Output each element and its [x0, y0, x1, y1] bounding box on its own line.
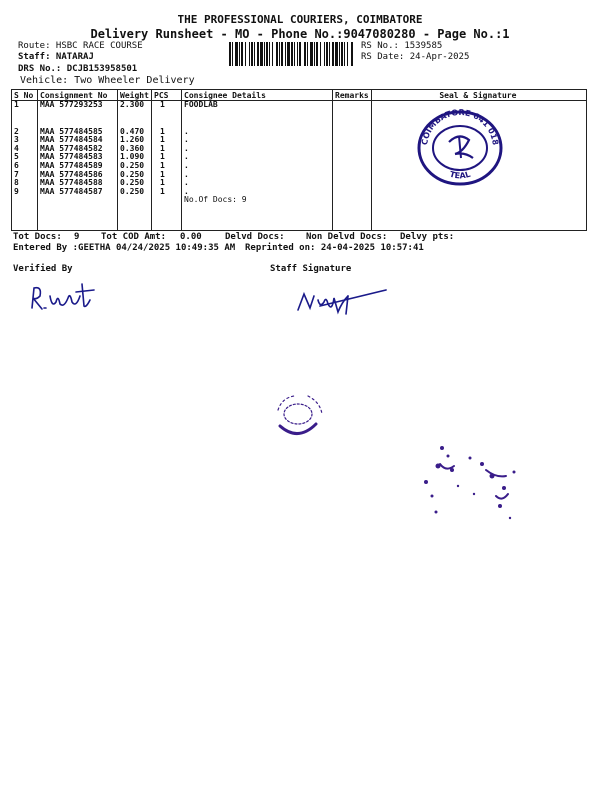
cell-consignment-4: MAA 577484582: [40, 143, 103, 153]
cell-consignment-1: MAA 577293253: [40, 100, 103, 109]
cell-sno-6: 6: [14, 160, 19, 170]
cell-sno-3: 3: [14, 135, 19, 145]
cell-consignment-5: MAA 577484583: [40, 152, 103, 162]
tot-cod-label: Tot COD Amt:: [101, 232, 167, 242]
staff-text: Staff: NATARAJ: [18, 52, 94, 62]
no-of-docs: No.Of Docs: 9: [184, 195, 247, 205]
cell-consignee-9: .: [184, 186, 189, 196]
cell-weight-6: 0.250: [120, 160, 145, 170]
cell-pcs-5: 1: [160, 152, 165, 162]
delvy-pts: Delvy pts:: [400, 232, 455, 242]
column-remarks: [333, 101, 372, 231]
cell-consignee-5: .: [184, 152, 189, 162]
cell-sno-7: 7: [14, 169, 19, 179]
drs-number: DRS No.: DCJB153958501: [18, 64, 138, 74]
svg-text:TEAL: TEAL: [448, 169, 472, 181]
cell-pcs-6: 1: [160, 160, 165, 170]
cell-weight-1: 2.300: [120, 100, 145, 109]
vehicle-text: Vehicle: Two Wheeler Delivery: [20, 75, 195, 86]
reprinted-on: Reprinted on: 24-04-2025 10:57:41: [245, 243, 424, 253]
column-consignment: [38, 101, 118, 231]
svg-text:COIMBATORE 641 018: COIMBATORE 641 018: [420, 107, 500, 146]
faint-stamp-smudge: [412, 436, 530, 536]
cell-pcs-9: 1: [160, 186, 165, 196]
cell-weight-4: 0.360: [120, 143, 145, 153]
cell-pcs-4: 1: [160, 143, 165, 153]
cell-sno-2: 2: [14, 126, 19, 136]
header-consignee: Consignee Details: [182, 90, 333, 101]
cell-pcs-2: 1: [160, 126, 165, 136]
cell-weight-2: 0.470: [120, 126, 145, 136]
header-weight: Weight: [118, 90, 152, 101]
cell-consignment-8: MAA 577484588: [40, 178, 103, 188]
tot-docs-label: Tot Docs:: [13, 232, 62, 242]
rs-number: RS No.: 1539585: [361, 41, 443, 51]
cell-sno-9: 9: [14, 186, 19, 196]
route-text: Route: HSBC RACE COURSE: [18, 41, 143, 51]
entered-by: Entered By :GEETHA 04/24/2025 10:49:35 AM: [13, 243, 236, 253]
column-weight: [118, 101, 152, 231]
column-sno: [12, 101, 38, 231]
cell-pcs-7: 1: [160, 169, 165, 179]
cell-sno-5: 5: [14, 152, 19, 162]
cell-consignment-7: MAA 577484586: [40, 169, 103, 179]
cell-consignment-2: MAA 577484585: [40, 126, 103, 136]
cell-consignee-7: .: [184, 169, 189, 179]
cell-weight-3: 1.260: [120, 135, 145, 145]
cell-weight-5: 1.090: [120, 152, 145, 162]
header-sno: S No: [12, 90, 38, 101]
header-consignment: Consignment No: [38, 90, 118, 101]
tot-cod-value: 0.00: [180, 232, 202, 242]
staff-signature: [290, 284, 390, 318]
cell-weight-9: 0.250: [120, 186, 145, 196]
courier-seal-stamp: [415, 104, 505, 186]
cell-weight-7: 0.250: [120, 169, 145, 179]
cell-consignee-4: .: [184, 143, 189, 153]
tot-docs-value: 9: [74, 232, 80, 242]
cell-sno-8: 8: [14, 178, 19, 188]
non-delvd-docs: Non Delvd Docs:: [306, 232, 388, 242]
barcode-image: [229, 42, 353, 66]
company-title: THE PROFESSIONAL COURIERS, COIMBATORE: [177, 13, 423, 26]
runsheet-subtitle: Delivery Runsheet - MO - Phone No.:9047080280 - Page No.:1: [90, 27, 510, 41]
cell-consignee-8: .: [184, 178, 189, 188]
faint-stamp-mark: [268, 390, 330, 442]
cell-consignee-6: .: [184, 160, 189, 170]
table-header-row: [12, 90, 587, 101]
cell-consignee-2: .: [184, 126, 189, 136]
cell-sno-4: 4: [14, 143, 19, 153]
cell-sno-1: 1: [14, 100, 19, 109]
delvd-docs: Delvd Docs:: [225, 232, 285, 242]
column-consignee: [182, 101, 333, 231]
verified-by-signature: [24, 278, 106, 316]
cell-pcs-8: 1: [160, 178, 165, 188]
cell-consignment-3: MAA 577484584: [40, 135, 103, 145]
cell-consignment-6: MAA 577484589: [40, 160, 103, 170]
cell-consignment-9: MAA 577484587: [40, 186, 103, 196]
cell-pcs-3: 1: [160, 135, 165, 145]
staff-signature-label: Staff Signature: [270, 264, 352, 274]
column-pcs: [152, 101, 182, 231]
header-remarks: Remarks: [333, 90, 372, 101]
rs-date: RS Date: 24-Apr-2025: [361, 52, 470, 62]
cell-consignee-1: FOODLAB: [184, 100, 218, 109]
header-seal-signature: Seal & Signature: [371, 90, 586, 101]
cell-pcs-1: 1: [160, 100, 165, 109]
cell-consignee-3: .: [184, 135, 189, 145]
verified-by-label: Verified By: [13, 264, 73, 274]
header-pcs: PCS: [152, 90, 182, 101]
cell-weight-8: 0.250: [120, 178, 145, 188]
